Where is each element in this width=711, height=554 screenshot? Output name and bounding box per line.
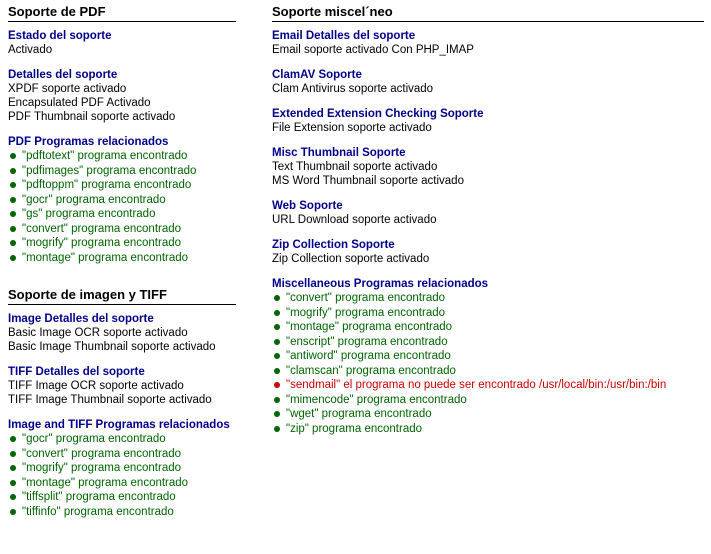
list-item: [8, 461, 236, 476]
report-group: [272, 147, 704, 188]
list-item-label: "pdftotext" programa encontrado: [22, 150, 188, 162]
ok-bullet-icon: [274, 324, 280, 330]
group-heading: Misc Thumbnail Soporte: [272, 147, 406, 159]
list-item-label: "pdfimages" programa encontrado: [22, 164, 197, 177]
group-detail-line: Activado: [8, 44, 53, 56]
group-detail-line: Zip Collection soporte activado: [272, 253, 430, 265]
list-item: [8, 207, 236, 222]
group-detail-line: URL Download soporte activado: [272, 214, 437, 226]
group-detail-line: XPDF soporte activado: [8, 83, 127, 95]
report-group: [8, 366, 236, 407]
list-item: [8, 505, 236, 520]
list-item-label: "montage" programa encontrado: [286, 321, 453, 333]
program-status-list: [8, 432, 236, 519]
left-column: [8, 4, 236, 531]
list-item: [8, 447, 236, 462]
group-detail-line: Encapsulated PDF Activado: [8, 97, 151, 109]
list-item-label: "mogrify" programa encontrado: [22, 237, 182, 249]
ok-bullet-icon: [10, 436, 16, 442]
section-title: Soporte de imagen y TIFF: [8, 287, 236, 305]
list-item-label: "antiword" programa encontrado: [286, 350, 451, 362]
report-group: [272, 278, 704, 436]
ok-bullet-icon: [10, 226, 16, 232]
list-item: [8, 178, 236, 193]
report-group: [8, 136, 236, 265]
ok-bullet-icon: [10, 211, 16, 217]
list-item: [8, 222, 236, 237]
list-item: [272, 335, 704, 350]
group-heading: Email Detalles del soporte: [272, 30, 416, 42]
section-title: Soporte miscel´neo: [272, 4, 704, 22]
report-section: [272, 4, 704, 436]
group-detail-line: Text Thumbnail soporte activado: [272, 161, 438, 173]
list-item-label: "gocr" programa encontrado: [22, 193, 166, 206]
ok-bullet-icon: [10, 494, 16, 500]
ok-bullet-icon: [274, 339, 280, 345]
program-status-list: [272, 291, 704, 436]
ok-bullet-icon: [274, 310, 280, 316]
list-item: [8, 251, 236, 266]
group-heading: ClamAV Soporte: [272, 69, 362, 81]
list-item-label: "sendmail" el programa no puede ser encontrado /usr/local/bin:/usr/bin:/bin: [286, 379, 667, 391]
list-item-label: "zip" programa encontrado: [286, 422, 423, 435]
list-item: [8, 490, 236, 505]
report-group: [272, 200, 704, 227]
group-detail-line: Email soporte activado Con PHP_IMAP: [272, 44, 474, 56]
ok-bullet-icon: [10, 509, 16, 515]
list-item-label: "montage" programa encontrado: [22, 476, 189, 489]
list-item-label: "clamscan" programa encontrado: [286, 364, 456, 377]
list-item-label: "mogrify" programa encontrado: [286, 306, 446, 319]
group-detail-line: Clam Antivirus soporte activado: [272, 83, 434, 95]
report-group: [8, 30, 236, 57]
list-item-label: "mogrify" programa encontrado: [22, 462, 182, 474]
list-item: [272, 364, 704, 379]
list-item: [8, 432, 236, 447]
group-heading: Image and TIFF Programas relacionados: [8, 419, 230, 431]
group-detail-line: Basic Image OCR soporte activado: [8, 327, 188, 339]
group-heading: Extended Extension Checking Soporte: [272, 108, 484, 120]
list-item: [8, 236, 236, 251]
list-item: [272, 291, 704, 306]
ok-bullet-icon: [274, 411, 280, 417]
ok-bullet-icon: [274, 295, 280, 301]
group-heading: Detalles del soporte: [8, 69, 118, 81]
ok-bullet-icon: [10, 153, 16, 159]
group-detail-line: Basic Image Thumbnail soporte activado: [8, 341, 216, 353]
list-item-label: "convert" programa encontrado: [286, 292, 446, 304]
list-item-label: "montage" programa encontrado: [22, 251, 189, 264]
ok-bullet-icon: [274, 397, 280, 403]
group-heading: Estado del soporte: [8, 30, 112, 42]
list-item: [272, 378, 704, 393]
section-title: Soporte de PDF: [8, 4, 236, 22]
group-heading: Miscellaneous Programas relacionados: [272, 278, 489, 290]
list-item: [8, 193, 236, 208]
report-section: [8, 4, 236, 265]
ok-bullet-icon: [10, 240, 16, 246]
list-item: [272, 407, 704, 422]
ok-bullet-icon: [10, 168, 16, 174]
list-item-label: "gs" programa encontrado: [22, 208, 156, 220]
ok-bullet-icon: [10, 480, 16, 486]
list-item: [272, 422, 704, 437]
report-group: [8, 419, 236, 519]
ok-bullet-icon: [10, 465, 16, 471]
list-item-label: "tiffinfo" programa encontrado: [22, 505, 174, 518]
group-heading: Image Detalles del soporte: [8, 313, 154, 325]
group-detail-line: TIFF Image OCR soporte activado: [8, 380, 184, 392]
group-heading: TIFF Detalles del soporte: [8, 366, 145, 378]
program-status-list: [8, 149, 236, 265]
report-group: [272, 30, 704, 57]
list-item-label: "pdftoppm" programa encontrado: [22, 179, 192, 191]
ok-bullet-icon: [10, 451, 16, 457]
list-item: [8, 476, 236, 491]
group-detail-line: PDF Thumbnail soporte activado: [8, 111, 176, 123]
report-group: [272, 69, 704, 96]
list-item-label: "enscript" programa encontrado: [286, 335, 448, 348]
error-bullet-icon: [274, 382, 280, 388]
list-item: [272, 306, 704, 321]
list-item: [272, 349, 704, 364]
ok-bullet-icon: [10, 182, 16, 188]
list-item: [272, 320, 704, 335]
list-item-label: "wget" programa encontrado: [286, 408, 432, 420]
ok-bullet-icon: [274, 426, 280, 432]
ok-bullet-icon: [274, 368, 280, 374]
report-group: [272, 108, 704, 135]
list-item-label: "convert" programa encontrado: [22, 447, 182, 460]
group-detail-line: TIFF Image Thumbnail soporte activado: [8, 394, 212, 406]
list-item: [8, 149, 236, 164]
list-item: [272, 393, 704, 408]
right-column: [272, 4, 704, 448]
group-heading: PDF Programas relacionados: [8, 136, 169, 148]
report-group: [272, 239, 704, 266]
ok-bullet-icon: [10, 255, 16, 261]
report-section: [8, 287, 236, 519]
report-group: [8, 69, 236, 124]
group-detail-line: MS Word Thumbnail soporte activado: [272, 175, 464, 187]
list-item-label: "tiffsplit" programa encontrado: [22, 491, 176, 503]
ok-bullet-icon: [10, 197, 16, 203]
group-detail-line: File Extension soporte activado: [272, 122, 432, 134]
list-item-label: "mimencode" programa encontrado: [286, 393, 467, 406]
list-item-label: "gocr" programa encontrado: [22, 433, 166, 445]
report-group: [8, 313, 236, 354]
group-heading: Web Soporte: [272, 200, 343, 212]
list-item: [8, 164, 236, 179]
group-heading: Zip Collection Soporte: [272, 239, 395, 251]
ok-bullet-icon: [274, 353, 280, 359]
list-item-label: "convert" programa encontrado: [22, 222, 182, 235]
